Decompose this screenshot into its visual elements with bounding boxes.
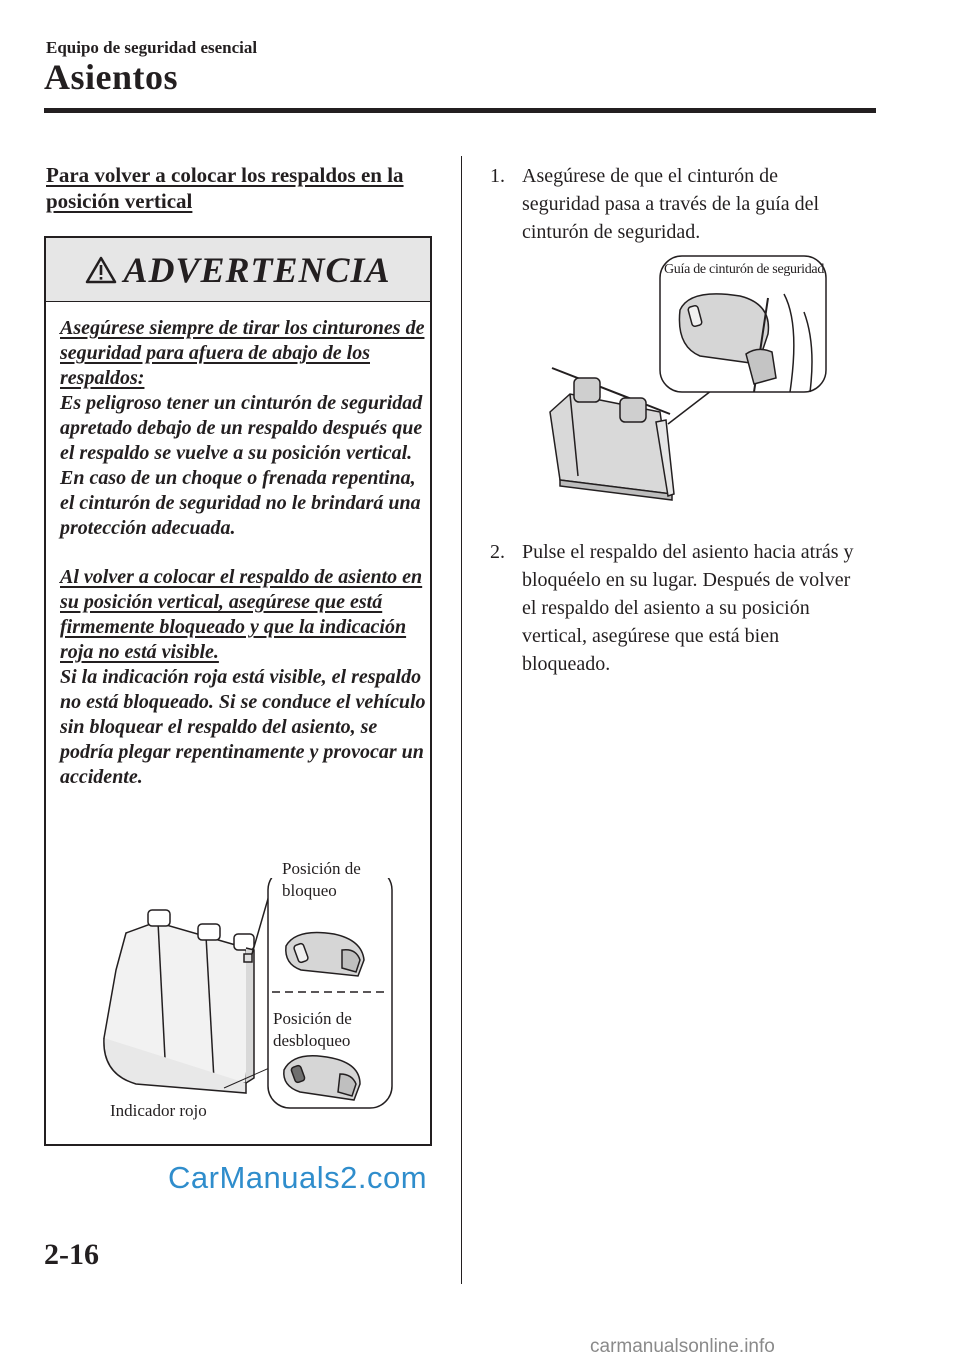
lock-label-line1: Posición de bbox=[282, 859, 361, 878]
unlock-label-line2: desbloqueo bbox=[273, 1031, 351, 1050]
step-2 bbox=[490, 538, 860, 678]
lock-label-line2: bloqueo bbox=[282, 881, 337, 900]
folded-seat-illustration bbox=[550, 368, 674, 500]
unlock-position-label bbox=[273, 1008, 393, 1052]
warning-p2-underlined: Al volver a colocar el respaldo de asiento en su posición vertical, asegúrese que está firmemente bloqueado y que la indicación roja no está visible. bbox=[60, 566, 423, 663]
warning-title: ADVERTENCIA bbox=[123, 249, 391, 290]
warning-header bbox=[46, 238, 430, 302]
step-1-text: Asegúrese de que el cinturón de seguridad pasa a través de la guía del cinturón de seguridad. bbox=[522, 165, 820, 243]
lock-position-label bbox=[282, 858, 402, 902]
warning-body bbox=[60, 316, 430, 814]
sub-heading bbox=[46, 162, 436, 214]
warning-p1-underlined: Asegúrese siempre de tirar los cinturones de seguridad para afuera de abajo de los respaldos: bbox=[60, 317, 425, 389]
step-1-number: 1. bbox=[490, 165, 505, 187]
sub-heading-text: Para volver a colocar los respaldos en la posición vertical bbox=[46, 163, 404, 213]
carmanuals-watermark: CarManuals2.com bbox=[168, 1160, 428, 1195]
warning-paragraph-2 bbox=[60, 565, 430, 790]
section-label: Equipo de seguridad esencial bbox=[46, 38, 258, 57]
warning-p1-body: Es peligroso tener un cinturón de seguridad apretado debajo de un respaldo después que el respaldo se vuelve a su posición vertical. En caso de un choque o frenada repentina, el cinturón de seguridad no le brindará una protección adecuada. bbox=[60, 392, 423, 539]
warning-box bbox=[44, 236, 432, 1146]
page-number: 2-16 bbox=[44, 1238, 99, 1271]
column-divider bbox=[461, 156, 462, 1284]
belt-guide-figure bbox=[540, 254, 830, 504]
title-rule bbox=[44, 108, 876, 113]
step-2-number: 2. bbox=[490, 541, 505, 563]
page-title: Asientos bbox=[44, 57, 179, 97]
seat-lock-figure bbox=[96, 878, 406, 1128]
warning-paragraph-1 bbox=[60, 316, 430, 541]
warning-triangle-icon bbox=[85, 256, 117, 284]
unlock-label-line1: Posición de bbox=[273, 1009, 352, 1028]
step-2-text: Pulse el respaldo del asiento hacia atrás y bloquéelo en su lugar. Después de volver el respaldo del asiento a su posición vertical, asegúrese que está bien bloqueado. bbox=[522, 541, 854, 675]
warning-p2-body: Si la indicación roja está visible, el respaldo no está bloqueado. Si se conduce el vehículo sin bloquear el respaldo del asiento, se podría plegar repentinamente y provocar un accidente. bbox=[60, 666, 426, 788]
belt-guide-label: Guía de cinturón de seguridad bbox=[664, 262, 825, 277]
step-1 bbox=[490, 162, 860, 246]
footer-watermark: carmanualsonline.info bbox=[590, 1336, 775, 1357]
rear-seat-illustration bbox=[104, 910, 254, 1093]
red-indicator-label: Indicador rojo bbox=[110, 1101, 207, 1120]
